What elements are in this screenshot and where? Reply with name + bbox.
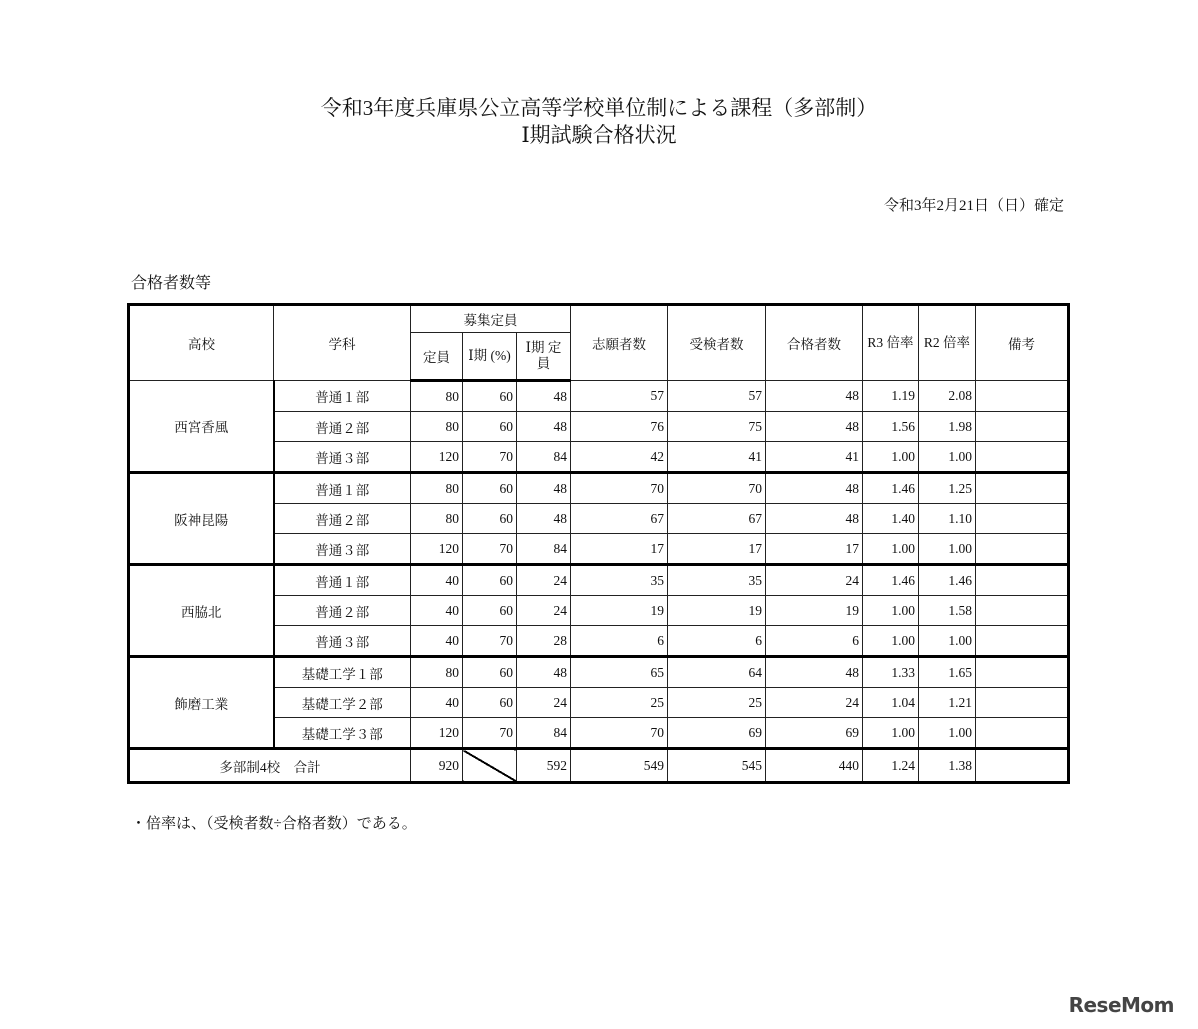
cell-r2-ratio: 1.10 xyxy=(919,504,976,534)
dept-name: 基礎工学３部 xyxy=(274,718,411,749)
cell-period1-pct: 60 xyxy=(463,381,517,412)
page-title: 令和3年度兵庫県公立高等学校単位制による課程（多部制） xyxy=(320,96,878,120)
total-period1-capacity: 592 xyxy=(517,749,571,783)
cell-remarks xyxy=(976,718,1069,749)
cell-remarks xyxy=(976,688,1069,718)
cell-period1-capacity: 84 xyxy=(517,534,571,565)
cell-capacity: 80 xyxy=(411,381,463,412)
dept-name: 普通１部 xyxy=(274,381,411,412)
dept-name: 普通３部 xyxy=(274,626,411,657)
cell-period1-capacity: 48 xyxy=(517,504,571,534)
cell-passed: 48 xyxy=(766,473,863,504)
cell-passed: 48 xyxy=(766,504,863,534)
school-name: 阪神昆陽 xyxy=(129,473,274,565)
cell-period1-pct: 70 xyxy=(463,718,517,749)
cell-examinees: 6 xyxy=(668,626,766,657)
cell-remarks xyxy=(976,412,1069,442)
cell-period1-pct: 70 xyxy=(463,626,517,657)
cell-passed: 24 xyxy=(766,565,863,596)
cell-r3-ratio: 1.19 xyxy=(863,381,919,412)
school-name: 飾磨工業 xyxy=(129,657,274,749)
confirmed-date: 令和3年2月21日（日）確定 xyxy=(883,198,1064,214)
cell-period1-capacity: 48 xyxy=(517,381,571,412)
header-remarks: 備考 xyxy=(976,305,1069,381)
cell-capacity: 120 xyxy=(411,718,463,749)
diagonal-slash xyxy=(463,749,517,783)
cell-period1-capacity: 48 xyxy=(517,657,571,688)
dept-name: 普通１部 xyxy=(274,473,411,504)
cell-examinees: 70 xyxy=(668,473,766,504)
cell-period1-pct: 70 xyxy=(463,534,517,565)
cell-period1-pct: 60 xyxy=(463,596,517,626)
cell-r2-ratio: 1.00 xyxy=(919,718,976,749)
header-applicants: 志願者数 xyxy=(571,305,668,381)
dept-name: 基礎工学２部 xyxy=(274,688,411,718)
cell-r3-ratio: 1.00 xyxy=(863,442,919,473)
dept-name: 普通２部 xyxy=(274,412,411,442)
cell-passed: 17 xyxy=(766,534,863,565)
header-passed: 合格者数 xyxy=(766,305,863,381)
header-dept: 学科 xyxy=(274,305,411,381)
cell-applicants: 76 xyxy=(571,412,668,442)
cell-r2-ratio: 1.25 xyxy=(919,473,976,504)
cell-applicants: 25 xyxy=(571,688,668,718)
cell-applicants: 35 xyxy=(571,565,668,596)
header-r3-ratio: R3 倍率 xyxy=(863,305,919,381)
section-heading: 合格者数等 xyxy=(131,275,212,292)
cell-passed: 24 xyxy=(766,688,863,718)
cell-examinees: 64 xyxy=(668,657,766,688)
total-passed: 440 xyxy=(766,749,863,783)
cell-applicants: 67 xyxy=(571,504,668,534)
cell-r2-ratio: 2.08 xyxy=(919,381,976,412)
cell-examinees: 35 xyxy=(668,565,766,596)
cell-capacity: 80 xyxy=(411,504,463,534)
table-row xyxy=(129,657,1069,688)
cell-period1-capacity: 28 xyxy=(517,626,571,657)
cell-remarks xyxy=(976,626,1069,657)
header-period1-pct: Ⅰ期 (%) xyxy=(463,333,517,381)
cell-remarks xyxy=(976,596,1069,626)
cell-applicants: 19 xyxy=(571,596,668,626)
cell-examinees: 41 xyxy=(668,442,766,473)
cell-r2-ratio: 1.46 xyxy=(919,565,976,596)
cell-r2-ratio: 1.00 xyxy=(919,442,976,473)
cell-passed: 69 xyxy=(766,718,863,749)
results-table xyxy=(127,303,1070,784)
cell-applicants: 6 xyxy=(571,626,668,657)
total-r3-ratio: 1.24 xyxy=(863,749,919,783)
cell-r3-ratio: 1.46 xyxy=(863,565,919,596)
table-row xyxy=(129,565,1069,596)
cell-passed: 48 xyxy=(766,412,863,442)
cell-applicants: 57 xyxy=(571,381,668,412)
cell-applicants: 42 xyxy=(571,442,668,473)
cell-remarks xyxy=(976,534,1069,565)
cell-remarks xyxy=(976,565,1069,596)
cell-examinees: 67 xyxy=(668,504,766,534)
cell-passed: 41 xyxy=(766,442,863,473)
cell-r3-ratio: 1.00 xyxy=(863,626,919,657)
cell-period1-capacity: 24 xyxy=(517,565,571,596)
cell-examinees: 25 xyxy=(668,688,766,718)
cell-period1-capacity: 48 xyxy=(517,412,571,442)
footnote: ・倍率は、（受検者数÷合格者数）である。 xyxy=(131,816,417,832)
cell-r2-ratio: 1.00 xyxy=(919,626,976,657)
table-row xyxy=(129,473,1069,504)
cell-r3-ratio: 1.00 xyxy=(863,718,919,749)
cell-r3-ratio: 1.04 xyxy=(863,688,919,718)
cell-capacity: 120 xyxy=(411,534,463,565)
header-period1-capacity: Ⅰ期 定員 xyxy=(517,333,571,381)
cell-r3-ratio: 1.46 xyxy=(863,473,919,504)
cell-period1-capacity: 24 xyxy=(517,596,571,626)
cell-r2-ratio: 1.98 xyxy=(919,412,976,442)
header-examinees: 受検者数 xyxy=(668,305,766,381)
cell-period1-capacity: 48 xyxy=(517,473,571,504)
cell-applicants: 70 xyxy=(571,718,668,749)
cell-applicants: 65 xyxy=(571,657,668,688)
cell-period1-pct: 60 xyxy=(463,473,517,504)
dept-name: 普通３部 xyxy=(274,442,411,473)
header-school: 高校 xyxy=(129,305,274,381)
cell-r3-ratio: 1.56 xyxy=(863,412,919,442)
cell-period1-capacity: 84 xyxy=(517,442,571,473)
cell-capacity: 120 xyxy=(411,442,463,473)
cell-remarks xyxy=(976,381,1069,412)
cell-r2-ratio: 1.58 xyxy=(919,596,976,626)
total-remarks xyxy=(976,749,1069,783)
dept-name: 普通３部 xyxy=(274,534,411,565)
dept-name: 普通２部 xyxy=(274,596,411,626)
dept-name: 基礎工学１部 xyxy=(274,657,411,688)
header-quota-group: 募集定員 xyxy=(411,305,571,333)
dept-name: 普通１部 xyxy=(274,565,411,596)
cell-capacity: 40 xyxy=(411,565,463,596)
dept-name: 普通２部 xyxy=(274,504,411,534)
cell-examinees: 69 xyxy=(668,718,766,749)
cell-remarks xyxy=(976,504,1069,534)
total-label: 多部制4校 合計 xyxy=(129,749,411,783)
cell-period1-pct: 60 xyxy=(463,688,517,718)
cell-examinees: 19 xyxy=(668,596,766,626)
cell-passed: 48 xyxy=(766,381,863,412)
total-applicants: 549 xyxy=(571,749,668,783)
page-subtitle: Ⅰ期試験合格状況 xyxy=(521,123,677,147)
cell-r3-ratio: 1.00 xyxy=(863,596,919,626)
cell-capacity: 80 xyxy=(411,412,463,442)
cell-capacity: 80 xyxy=(411,657,463,688)
cell-period1-pct: 70 xyxy=(463,442,517,473)
cell-r3-ratio: 1.40 xyxy=(863,504,919,534)
cell-period1-pct: 60 xyxy=(463,565,517,596)
total-r2-ratio: 1.38 xyxy=(919,749,976,783)
cell-period1-pct: 60 xyxy=(463,657,517,688)
cell-passed: 19 xyxy=(766,596,863,626)
cell-passed: 48 xyxy=(766,657,863,688)
cell-examinees: 57 xyxy=(668,381,766,412)
cell-applicants: 70 xyxy=(571,473,668,504)
table-row xyxy=(129,381,1069,412)
cell-period1-capacity: 84 xyxy=(517,718,571,749)
header-r2-ratio: R2 倍率 xyxy=(919,305,976,381)
cell-period1-pct: 60 xyxy=(463,412,517,442)
cell-r3-ratio: 1.00 xyxy=(863,534,919,565)
cell-applicants: 17 xyxy=(571,534,668,565)
cell-capacity: 40 xyxy=(411,688,463,718)
cell-r2-ratio: 1.21 xyxy=(919,688,976,718)
cell-r3-ratio: 1.33 xyxy=(863,657,919,688)
school-name: 西脇北 xyxy=(129,565,274,657)
cell-period1-capacity: 24 xyxy=(517,688,571,718)
cell-remarks xyxy=(976,657,1069,688)
total-row xyxy=(129,749,1069,783)
cell-r2-ratio: 1.00 xyxy=(919,534,976,565)
school-name: 西宮香風 xyxy=(129,381,274,473)
cell-passed: 6 xyxy=(766,626,863,657)
cell-capacity: 40 xyxy=(411,596,463,626)
total-capacity: 920 xyxy=(411,749,463,783)
total-examinees: 545 xyxy=(668,749,766,783)
cell-r2-ratio: 1.65 xyxy=(919,657,976,688)
header-capacity: 定員 xyxy=(411,333,463,381)
cell-remarks xyxy=(976,442,1069,473)
resemom-logo: ReseMom xyxy=(1068,993,1174,1017)
cell-capacity: 40 xyxy=(411,626,463,657)
cell-remarks xyxy=(976,473,1069,504)
cell-period1-pct: 60 xyxy=(463,504,517,534)
cell-examinees: 75 xyxy=(668,412,766,442)
cell-examinees: 17 xyxy=(668,534,766,565)
cell-capacity: 80 xyxy=(411,473,463,504)
